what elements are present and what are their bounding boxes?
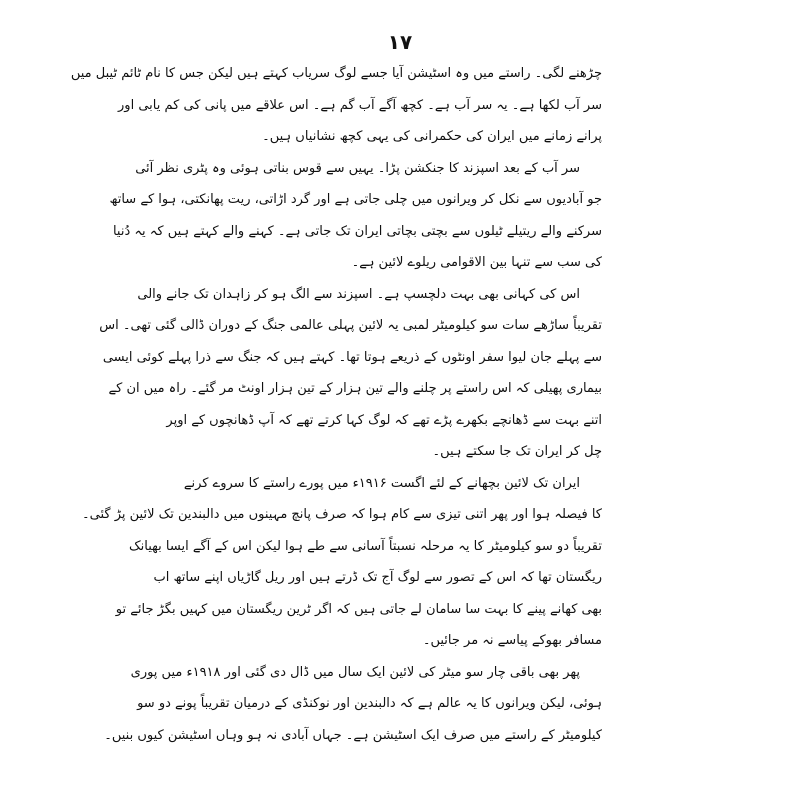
text-line: سر آب کے بعد اسپزند کا جنکشن پڑا۔ یہیں سے قوس بناتی ہوئی وہ پٹری نظر آئی: [135, 160, 580, 176]
text-line: اتنے بہت سے ڈھانچے بکھرے پڑے تھے کہ لوگ کہا کرتے تھے کہ آپ ڈھانچوں کے اوپر: [166, 412, 602, 428]
text-line: کا فیصلہ ہوا اور پھر اتنی تیزی سے کام ہوا کہ صرف پانچ مہینوں میں دالبندین تک لائین پڑ گئی۔: [82, 507, 602, 522]
paragraph-4: [82, 468, 602, 657]
text-line: چڑھنے لگی۔ راستے میں وہ اسٹیشن آیا جسے لوگ سریاب کہتے ہیں لیکن جس کا نام ٹائم ٹیبل میں: [70, 66, 602, 81]
text-line: ہوئی، لیکن ویرانوں کا یہ عالم ہے کہ دالبندین اور نوکنڈی کے درمیان تقریباً پونے دو سو: [137, 696, 602, 711]
text-line: بیماری پھیلی کہ اس راستے پر چلنے والے تین ہزار کے تین ہزار اونٹ مر گئے۔ راہ میں ان کے: [108, 381, 602, 396]
text-line: ایران تک لائین بچھانے کے لئے اگست ۱۹۱۶ء میں پورے راستے کا سروے کرنے: [183, 475, 580, 491]
text-line: تقریباً ساڑھے سات سو کیلومیٹر لمبی یہ لائین پہلی عالمی جنگ کے دوران ڈالی گئی تھی۔ اس: [99, 318, 602, 333]
text-line: بھی کھانے پینے کا بہت سا سامان لے جاتی ہیں کہ اگر ٹرین ریگستان میں کہیں بگڑ جائے تو: [115, 601, 602, 617]
page-number: ۱۷: [387, 30, 413, 54]
text-line: سرکنے والے ریتیلے ٹیلوں سے بچتی بچاتی ایران تک جاتی ہے۔ کہنے والے کہتے ہیں کہ یہ دُنیا: [112, 223, 602, 239]
text-line: پھر بھی باقی چار سو میٹر کی لائین ایک سال میں ڈال دی گئی اور ۱۹۱۸ء میں پوری: [130, 664, 580, 680]
paragraph-3: [99, 279, 602, 468]
text-line: ریگستان تھا کہ اس کے تصور سے لوگ آج تک ڈرتے ہیں اور ریل گاڑیاں اپنے ساتھ اب: [153, 570, 602, 585]
text-line: کیلومیٹر کے راستے میں صرف ایک اسٹیشن ہے۔ جہاں آبادی نہ ہو وہاں اسٹیشن کیوں بنیں۔: [104, 727, 602, 743]
body-text: [70, 58, 602, 751]
text-line: اس کی کہانی بھی بہت دلچسپ ہے۔ اسپزند سے الگ ہو کر زاہدان تک جانے والی: [137, 286, 580, 302]
paragraph-1: [70, 58, 602, 153]
text-line: کی سب سے تنہا بین الاقوامی ریلوے لائین ہے۔: [351, 255, 602, 270]
paragraph-5: [104, 657, 602, 752]
text-line: جو آبادیوں سے نکل کر ویرانوں میں چلی جاتی ہے اور گرد اڑاتی، ریت پھانکتی، ہوا کے ساتھ: [109, 192, 602, 207]
text-line: پرانے زمانے میں ایران کی حکمرانی کی یہی کچھ نشانیاں ہیں۔: [262, 129, 602, 144]
text-line: سر آب لکھا ہے۔ یہ سر آب ہے۔ کچھ آگے آب گم ہے۔ اس علاقے میں پانی کی کم یابی اور: [118, 97, 602, 113]
paragraph-2: [109, 153, 602, 279]
text-line: تقریباً دو سو کیلومیٹر کا یہ مرحلہ نسبتاً آسانی سے طے ہوا لیکن اس کے آگے ایسا بھیانک: [129, 538, 602, 554]
text-line: چل کر ایران تک جا سکتے ہیں۔: [432, 444, 602, 459]
text-line: مسافر بھوکے پیاسے نہ مر جائیں۔: [422, 633, 602, 648]
text-line: سے پہلے جان لیوا سفر اونٹوں کے ذریعے ہوتا تھا۔ کہتے ہیں کہ جنگ سے ذرا پہلے کوئی ایسی: [102, 349, 602, 365]
